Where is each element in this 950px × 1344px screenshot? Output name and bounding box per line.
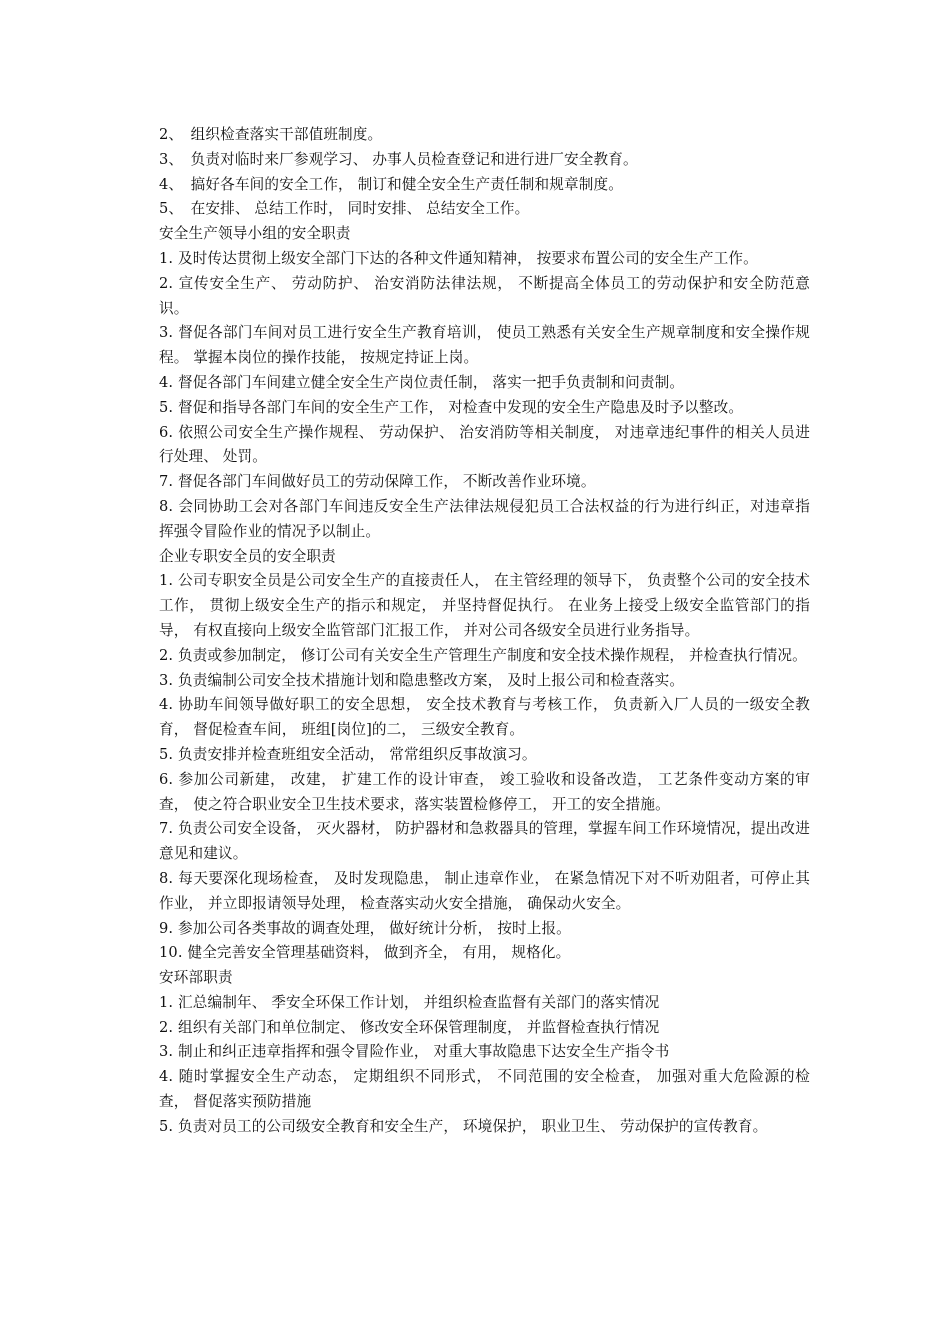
section-heading: 企业专职安全员的安全职责 (159, 547, 336, 565)
paragraph: 5. 负责对员工的公司级安全教育和安全生产， 环境保护， 职业卫生、 劳动保护的宣传教育。 (159, 1117, 768, 1135)
paragraph: 6. 依照公司安全生产操作规程、 劳动保护、 治安消防等相关制度， 对违章违纪事件的相关人员进行处理、 处罚。 (159, 423, 810, 466)
paragraph: 3. 制止和纠正违章指挥和强令冒险作业， 对重大事故隐患下达安全生产指令书 (159, 1043, 670, 1061)
paragraph: 5. 负责安排并检查班组安全活动， 常常组织反事故演习。 (159, 745, 537, 763)
document-body (145, 123, 810, 1140)
paragraph: 1. 公司专职安全员是公司安全生产的直接责任人， 在主管经理的领导下， 负责整个公司的安全技术工作， 贯彻上级安全生产的指示和规定， 并坚持督促执行。 在业务上接受上级安全监管部门的指导， 有权直接向上级安全监管部门汇报工作， 并对公司各级安全员进行业务指导。 (159, 572, 810, 639)
paragraph: 3. 督促各部门车间对员工进行安全生产教育培训， 使员工熟悉有关安全生产规章制度和安全操作规程。 掌握本岗位的操作技能， 按规定持证上岗。 (159, 324, 810, 367)
section-heading: 安环部职责 (159, 969, 233, 987)
section-heading: 安全生产领导小组的安全职责 (159, 225, 351, 243)
paragraph: 2. 负责或参加制定， 修订公司有关安全生产管理生产制度和安全技术操作规程， 并检查执行情况。 (159, 646, 807, 664)
paragraph: 10. 健全完善安全管理基础资料， 做到齐全， 有用， 规格化。 (159, 944, 571, 962)
paragraph: 8. 每天要深化现场检查， 及时发现隐患， 制止违章作业， 在紧急情况下对不听劝阻者，可停止其作业， 并立即报请领导处理， 检查落实动火安全措施， 确保动火安全。 (159, 869, 810, 912)
paragraph: 3、 负责对临时来厂参观学习、 办事人员检查登记和进行进厂安全教育。 (159, 150, 638, 168)
paragraph: 9. 参加公司各类事故的调查处理， 做好统计分析， 按时上报。 (159, 919, 571, 937)
paragraph: 2. 宣传安全生产、 劳动防护、 治安消防法律法规， 不断提高全体员工的劳动保护和安全防范意识。 (159, 274, 810, 317)
paragraph: 4. 随时掌握安全生产动态， 定期组织不同形式， 不同范围的安全检查， 加强对重大危险源的检查， 督促落实预防措施 (159, 1068, 810, 1111)
paragraph: 4、 搞好各车间的安全工作， 制订和健全安全生产责任制和规章制度。 (159, 175, 623, 193)
paragraph: 7. 负责公司安全设备， 灭火器材， 防护器材和急救器具的管理，掌握车间工作环境情况，提出改进意见和建议。 (159, 820, 810, 863)
paragraph: 3. 负责编制公司安全技术措施计划和隐患整改方案， 及时上报公司和检查落实。 (159, 671, 685, 689)
paragraph: 4. 协助车间领导做好职工的安全思想， 安全技术教育与考核工作， 负责新入厂人员的一级安全教育， 督促检查车间， 班组[岗位]的二， 三级安全教育。 (159, 696, 810, 739)
paragraph: 5、 在安排、 总结工作时， 同时安排、 总结安全工作。 (159, 200, 530, 218)
paragraph: 5. 督促和指导各部门车间的安全生产工作， 对检查中发现的安全生产隐患及时予以整改。 (159, 398, 744, 416)
paragraph: 6. 参加公司新建， 改建， 扩建工作的设计审查， 竣工验收和设备改造， 工艺条件变动方案的审查， 使之符合职业安全卫生技术要求，落实装置检修停工， 开工的安全措施。 (159, 770, 810, 813)
paragraph: 1. 汇总编制年、 季安全环保工作计划， 并组织检查监督有关部门的落实情况 (159, 993, 660, 1011)
paragraph: 8. 会同协助工会对各部门车间违反安全生产法律法规侵犯员工合法权益的行为进行纠正，对违章指挥强令冒险作业的情况予以制止。 (159, 497, 810, 540)
paragraph: 2、 组织检查落实干部值班制度。 (159, 126, 383, 143)
paragraph: 4. 督促各部门车间建立健全安全生产岗位责任制， 落实一把手负责制和问责制。 (159, 373, 685, 391)
paragraph: 7. 督促各部门车间做好员工的劳动保障工作， 不断改善作业环境。 (159, 473, 596, 491)
paragraph: 2. 组织有关部门和单位制定、 修改安全环保管理制度， 并监督检查执行情况 (159, 1018, 660, 1036)
paragraph: 1. 及时传达贯彻上级安全部门下达的各种文件通知精神， 按要求布置公司的安全生产工作。 (159, 249, 758, 267)
